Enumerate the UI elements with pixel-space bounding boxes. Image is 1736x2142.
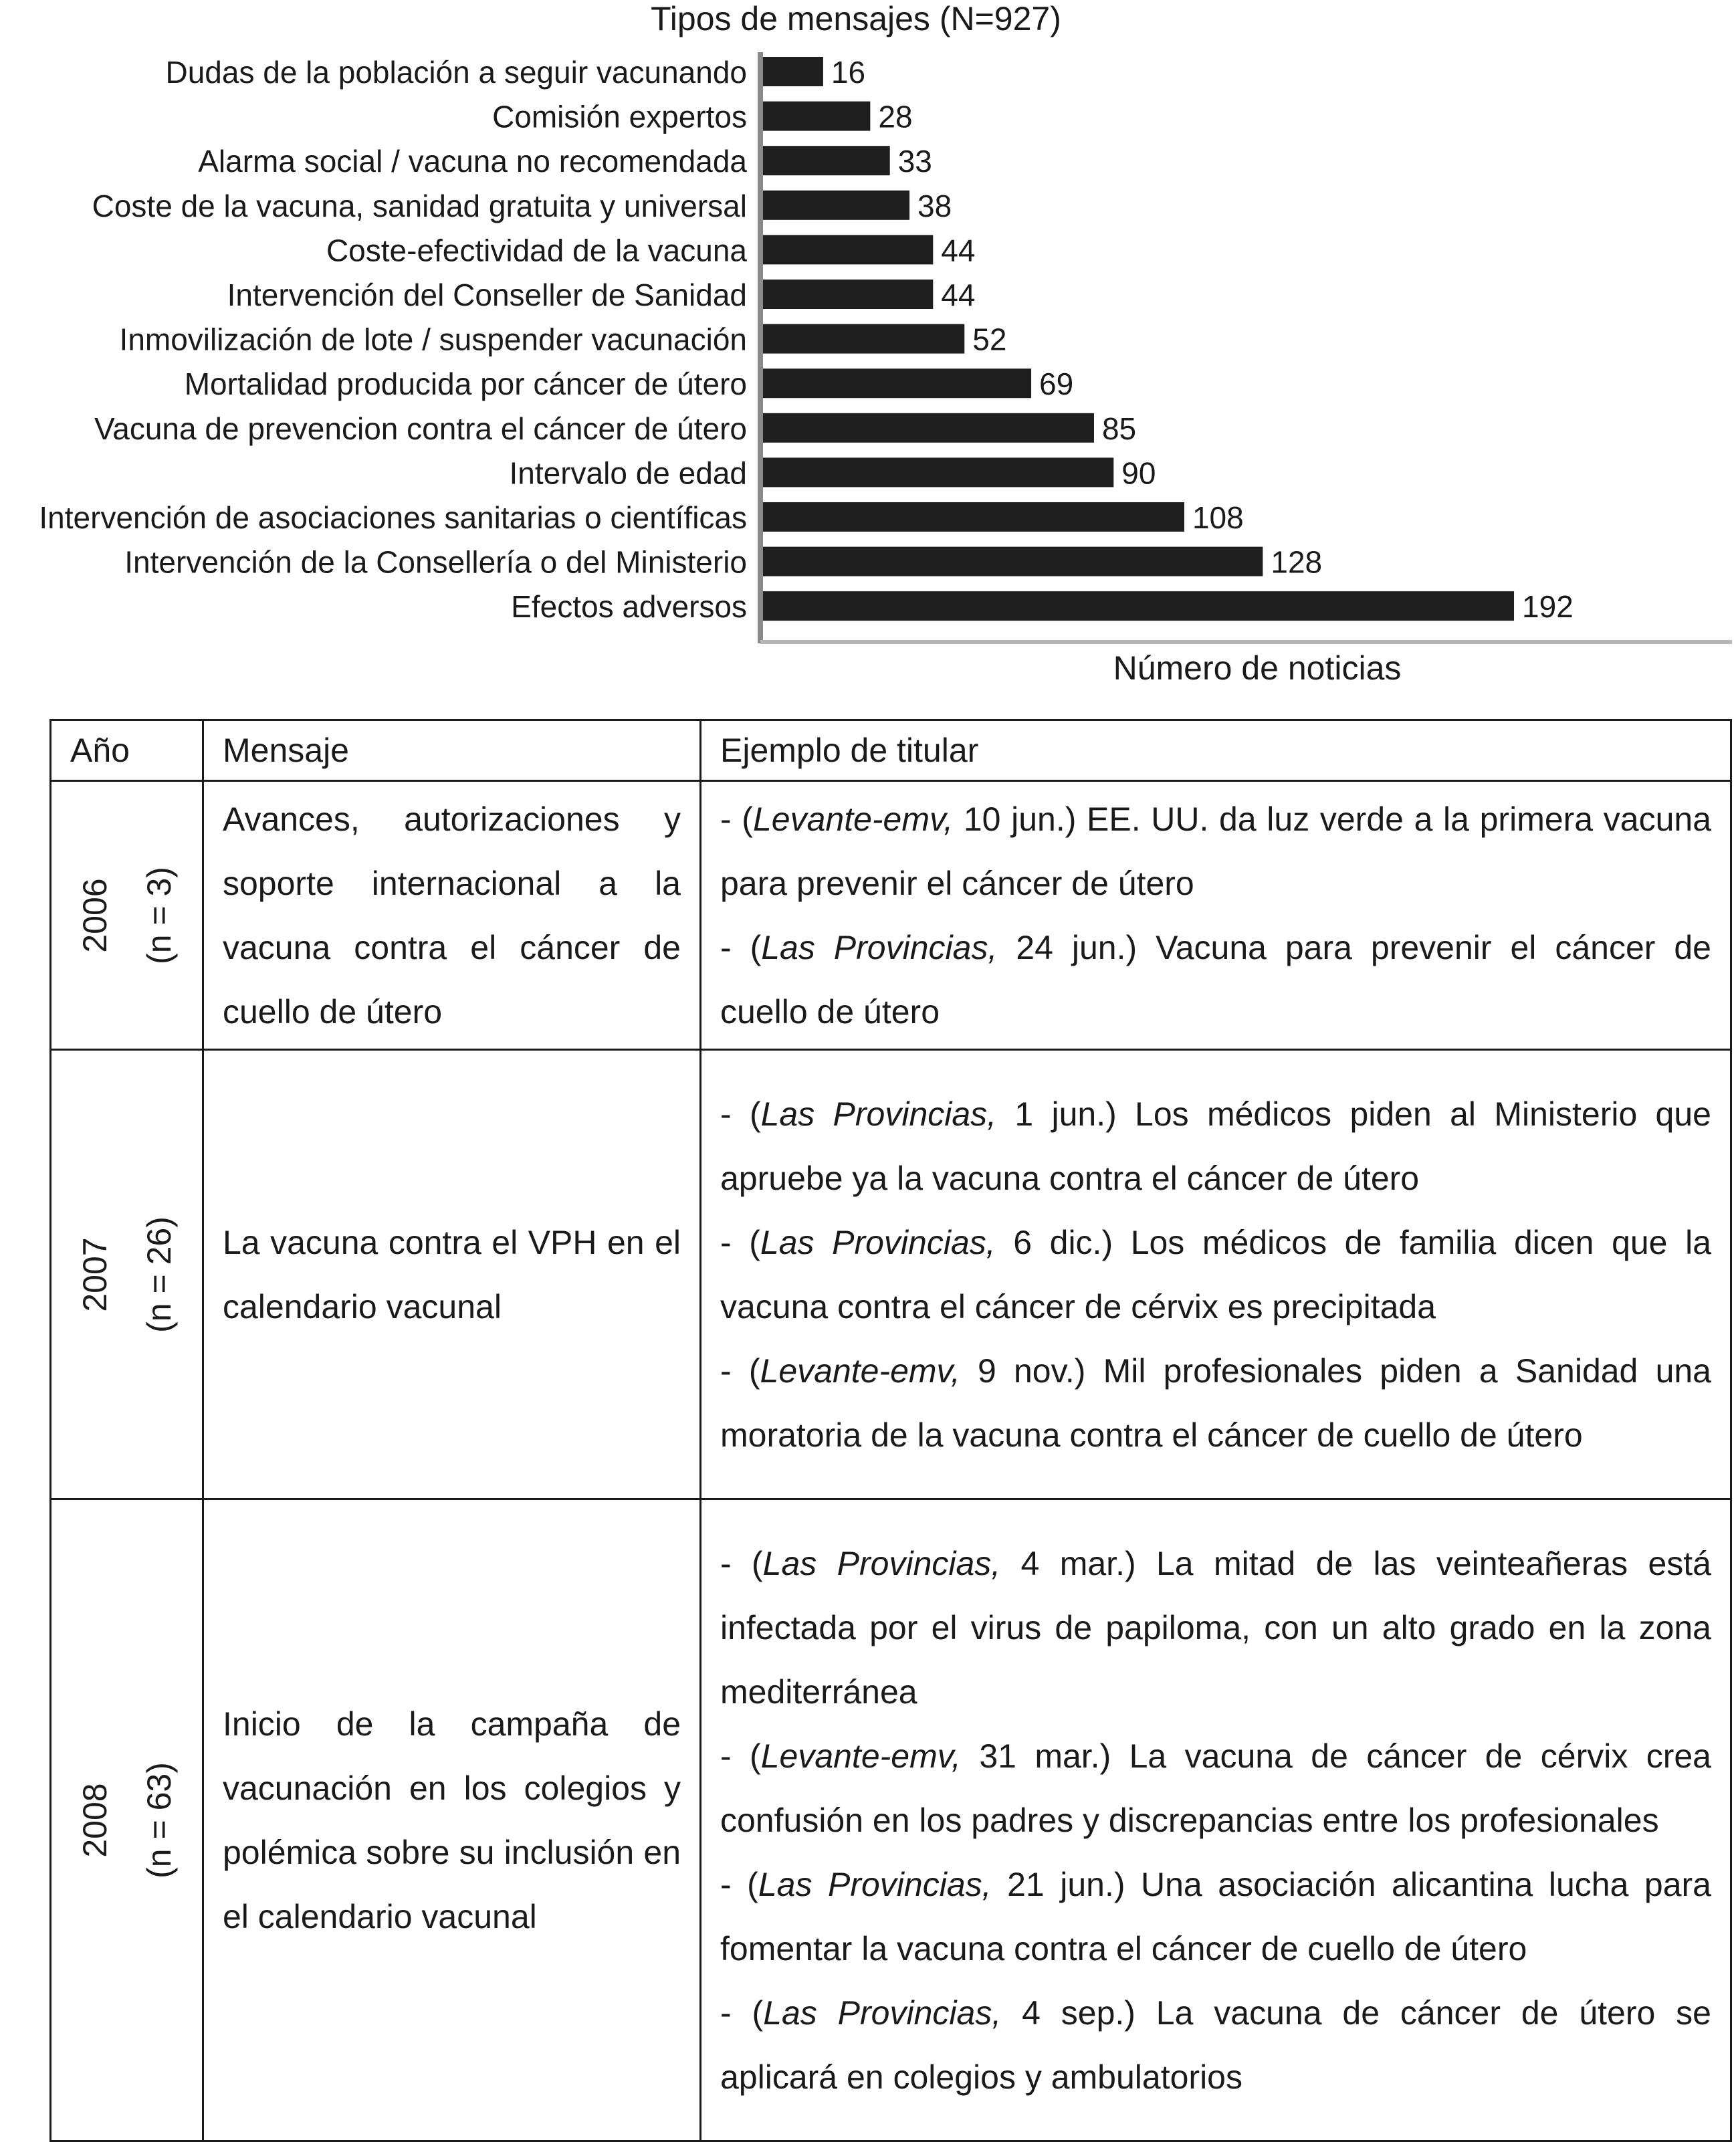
headline-source: Levante-emv, — [760, 1352, 960, 1390]
bar-chart — [0, 0, 1736, 702]
headline-source: Las Provincias, — [761, 928, 998, 966]
headline-item: - (Levante-emv, 9 nov.) Mil profesionales piden a Sanidad una moratoria de la vacuna contra el cáncer de cuello de útero — [720, 1352, 1711, 1454]
bar — [760, 324, 964, 354]
bar — [760, 235, 933, 264]
value-label: 16 — [831, 55, 866, 90]
table-row-2008 — [51, 1499, 1731, 2141]
bar — [760, 413, 1094, 443]
category-label: Dudas de la población a seguir vacunando — [165, 55, 747, 90]
headline-source: Las Provincias, — [758, 1865, 992, 1903]
messages-table — [49, 719, 1732, 2142]
table-row-2006 — [51, 781, 1731, 1050]
year-count: (n = 63) — [140, 1761, 178, 1879]
value-label: 192 — [1522, 589, 1574, 625]
year-label: 2007 — [76, 1237, 114, 1312]
category-label: Inmovilización de lote / suspender vacunación — [119, 322, 747, 357]
bar — [760, 280, 933, 309]
header-year: Año — [51, 720, 203, 781]
category-label: Comisión expertos — [492, 99, 747, 134]
category-label: Vacuna de prevencion contra el cáncer de útero — [94, 411, 747, 446]
category-label: Intervalo de edad — [509, 455, 747, 491]
category-label: Alarma social / vacuna no recomendada — [198, 144, 747, 179]
bar — [760, 547, 1263, 576]
bar — [760, 591, 1514, 621]
year-cell — [51, 1050, 203, 1499]
x-axis-label: Número de noticias — [1113, 649, 1402, 687]
headline-source: Las Provincias, — [760, 1223, 996, 1261]
message-cell: Inicio de la campaña de vacunación en los colegios y polémica sobre su inclusión en el calendario vacunal — [203, 1499, 701, 2141]
year-label: 2006 — [76, 877, 114, 953]
bar — [760, 457, 1113, 487]
category-label: Intervención de asociaciones sanitarias o científicas — [39, 500, 747, 535]
category-label: Intervención del Conseller de Sanidad — [227, 278, 747, 312]
bar — [760, 368, 1031, 398]
value-label: 44 — [941, 278, 976, 312]
value-label: 52 — [972, 322, 1007, 357]
bar — [760, 57, 823, 86]
year-cell — [51, 781, 203, 1050]
value-label: 38 — [917, 188, 952, 223]
category-label: Coste de la vacuna, sanidad gratuita y universal — [92, 188, 747, 223]
year-count: (n = 26) — [140, 1216, 178, 1333]
year-label: 2008 — [76, 1782, 114, 1858]
category-label: Intervención de la Consellería o del Ministerio — [124, 544, 747, 580]
headline-item: - (Las Provincias, 1 jun.) Los médicos piden al Ministerio que apruebe ya la vacuna contra el cáncer de útero — [720, 1095, 1711, 1197]
bars-layer — [39, 55, 1573, 624]
example-cell — [701, 1050, 1731, 1499]
headline-source: Levante-emv, — [752, 800, 954, 838]
category-label: Efectos adversos — [511, 589, 747, 625]
table-header-row — [51, 720, 1731, 781]
message-cell: La vacuna contra el VPH en el calendario vacunal — [203, 1050, 701, 1499]
bar — [760, 146, 890, 175]
header-message: Mensaje — [203, 720, 701, 781]
header-example: Ejemplo de titular — [701, 720, 1731, 781]
example-cell — [701, 1499, 1731, 2141]
category-label: Coste-efectividad de la vacuna — [326, 233, 747, 268]
headline-source: Las Provincias, — [760, 1095, 997, 1133]
headline-item: - (Las Provincias, 4 sep.) La vacuna de cáncer de útero se aplicará en colegios y ambulatorios — [720, 1994, 1711, 2096]
headline-item: - (Levante-emv, 31 mar.) La vacuna de cáncer de cérvix crea confusión en los padres y discrepancias entre los profesionales — [720, 1737, 1711, 1839]
headline-source: Las Provincias, — [763, 1994, 1002, 2032]
category-label: Mortalidad producida por cáncer de útero — [184, 366, 747, 402]
table-row-2007 — [51, 1050, 1731, 1499]
value-label: 108 — [1192, 500, 1244, 535]
value-label: 33 — [897, 144, 932, 179]
headline-item: - (Levante-emv, 10 jun.) EE. UU. da luz verde a la primera vacuna para prevenir el cáncer de útero — [720, 800, 1711, 902]
value-label: 44 — [941, 233, 976, 268]
headline-item: - (Las Provincias, 4 mar.) La mitad de las veinteañeras está infectada por el virus de papiloma, con un alto grado en la zona mediterránea — [720, 1544, 1711, 1711]
headline-source: Las Provincias, — [762, 1544, 1001, 1582]
value-label: 69 — [1039, 366, 1074, 402]
value-label: 90 — [1121, 455, 1156, 491]
headline-item: - (Las Provincias, 24 jun.) Vacuna para prevenir el cáncer de cuello de útero — [720, 928, 1711, 1031]
message-cell: Avances, autorizaciones y soporte internacional a la vacuna contra el cáncer de cuello de útero — [203, 781, 701, 1050]
example-cell — [701, 781, 1731, 1050]
year-count: (n = 3) — [140, 866, 178, 964]
value-label: 128 — [1271, 544, 1323, 580]
headline-source: Levante-emv, — [760, 1737, 961, 1775]
year-cell — [51, 1499, 203, 2141]
value-label: 85 — [1101, 411, 1137, 446]
bar — [760, 102, 870, 131]
headline-item: - (Las Provincias, 21 jun.) Una asociación alicantina lucha para fomentar la vacuna contra el cáncer de cuello de útero — [720, 1865, 1711, 1967]
bar — [760, 502, 1184, 532]
chart-title: Tipos de mensajes (N=927) — [651, 0, 1061, 37]
bar — [760, 191, 909, 220]
headline-item: - (Las Provincias, 6 dic.) Los médicos de familia dicen que la vacuna contra el cáncer de cérvix es precipitada — [720, 1223, 1712, 1325]
value-label: 28 — [878, 99, 913, 134]
